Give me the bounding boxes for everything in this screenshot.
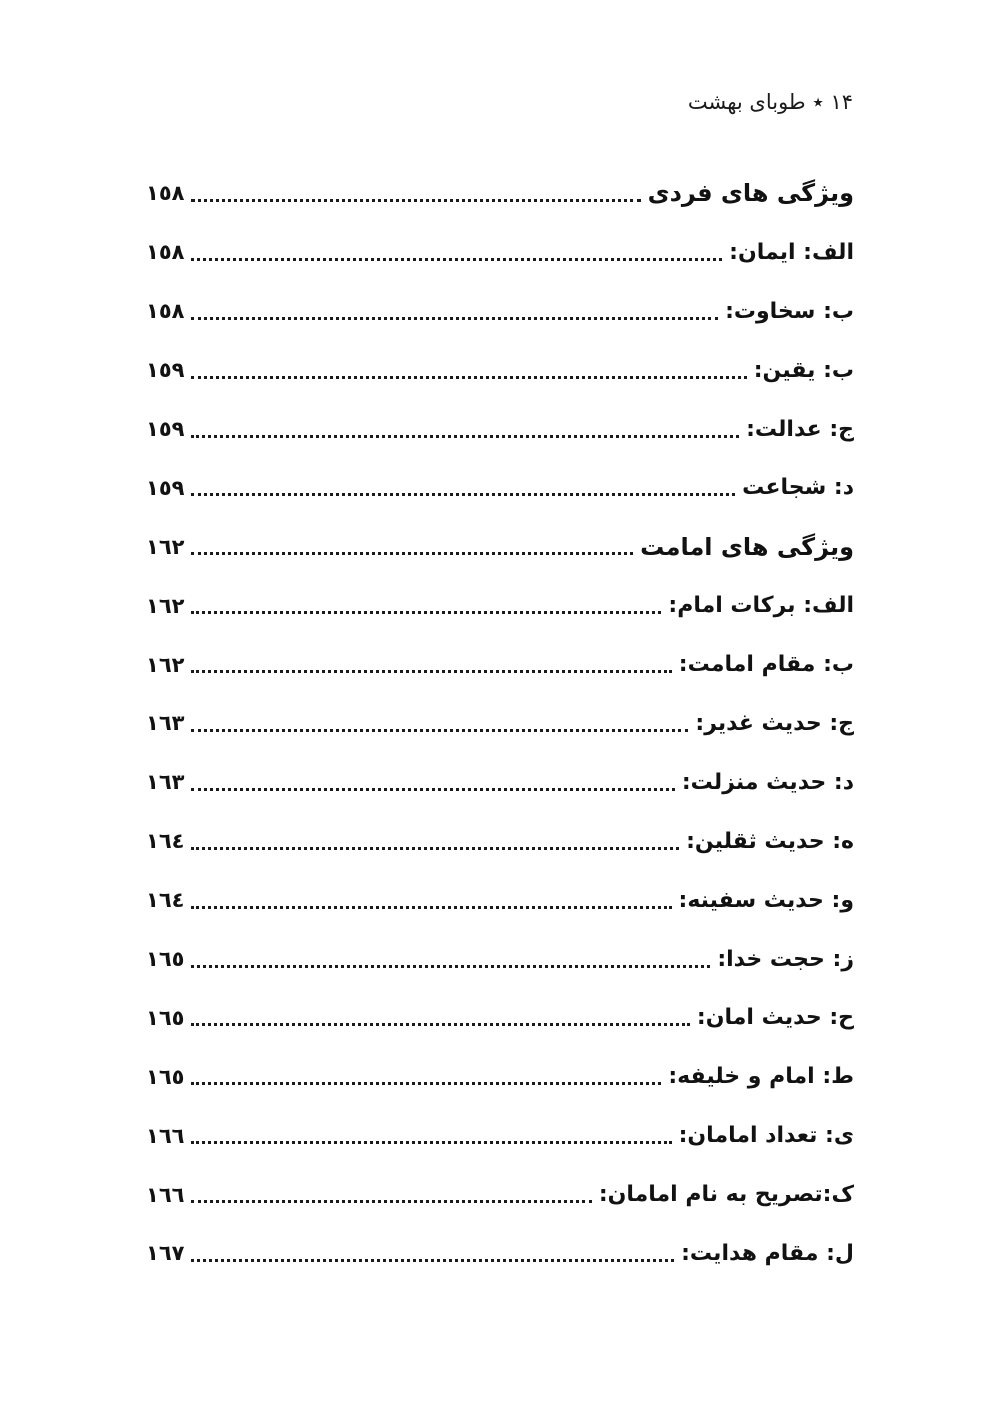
toc-entry-page: ١٦٤: [146, 888, 185, 913]
dot-leader: [191, 1068, 661, 1085]
dot-leader: [191, 421, 739, 438]
toc-entry: [146, 988, 854, 1047]
dot-leader: [191, 597, 661, 614]
toc-entry: [146, 812, 854, 871]
toc-entry-page: ١٥٨: [146, 299, 185, 324]
toc-entry-page: ١٥٩: [146, 358, 185, 383]
toc-entry-title: د: حدیث منزلت:: [681, 769, 854, 795]
toc-entry: [146, 223, 854, 282]
toc-entry-page: ١٥٩: [146, 475, 185, 500]
toc-entry-title: ی: تعداد امامان:: [678, 1123, 854, 1149]
toc-entry-title: ب: مقام امامت:: [678, 652, 854, 678]
toc-entry-page: ١٦٥: [146, 947, 185, 972]
toc-entry-page: ١٦٦: [146, 1182, 185, 1207]
dot-leader: [191, 774, 674, 791]
toc-entry-title: ل: مقام هدایت:: [681, 1240, 854, 1266]
dot-leader: [191, 185, 640, 202]
toc-entry-page: ١٥٨: [146, 240, 185, 265]
toc-entry-page: ١٦٤: [146, 829, 185, 854]
toc-entry-title: ویژگی های امامت: [640, 532, 854, 561]
toc-entry: [146, 1224, 854, 1283]
toc-entry-title: ح: حدیث امان:: [696, 1005, 854, 1031]
toc-entry-title: ه: حدیث ثقلین:: [686, 828, 854, 854]
toc-entry-title: ک:تصریح به نام امامان:: [598, 1182, 854, 1208]
toc-entry-page: ١٥٨: [146, 181, 185, 206]
dot-leader: [191, 892, 671, 909]
toc-entry: [146, 458, 854, 517]
dot-leader: [191, 1245, 674, 1262]
toc-entry-title: ویژگی های فردی: [647, 179, 854, 208]
toc-entry: [146, 341, 854, 400]
toc-entry-page: ١٦٥: [146, 1005, 185, 1030]
toc-entry: [146, 576, 854, 635]
toc-entry: [146, 1165, 854, 1224]
toc-entry: [146, 871, 854, 930]
toc-entry-page: ١٦٣: [146, 770, 185, 795]
toc-entry-page: ١٦٢: [146, 652, 185, 677]
toc-entry: [146, 164, 854, 223]
toc-list: [146, 164, 854, 1283]
toc-entry-title: الف: برکات امام:: [668, 593, 854, 619]
dot-leader: [191, 1186, 591, 1203]
toc-entry-page: ١٦٣: [146, 711, 185, 736]
toc-entry-title: ج: حدیث غدیر:: [695, 710, 854, 736]
dot-leader: [191, 538, 633, 555]
dot-leader: [191, 1127, 671, 1144]
toc-entry: [146, 282, 854, 341]
toc-entry-title: د: شجاعت: [742, 475, 854, 501]
dot-leader: [191, 715, 688, 732]
dot-leader: [191, 833, 679, 850]
toc-entry-page: ١٥٩: [146, 417, 185, 441]
toc-entry-title: ط: امام و خلیفه:: [668, 1064, 854, 1090]
toc-entry-page: ١٦٢: [146, 534, 185, 559]
toc-entry-page: ١٦٥: [146, 1064, 185, 1089]
toc-entry-page: ١٦٢: [146, 593, 185, 618]
dot-leader: [191, 303, 718, 320]
toc-entry: [146, 930, 854, 989]
toc-entry: [146, 1106, 854, 1165]
toc-entry-title: ب: سخاوت:: [725, 298, 854, 324]
toc-entry: [146, 1047, 854, 1106]
toc-entry: [146, 635, 854, 694]
toc-entry: [146, 517, 854, 576]
toc-entry-title: الف: ایمان:: [729, 239, 854, 265]
toc-entry-page: ١٦٦: [146, 1123, 185, 1148]
toc-entry: [146, 753, 854, 812]
dot-leader: [191, 1009, 689, 1026]
toc-entry-title: ب: یقین:: [753, 357, 854, 383]
running-header: ۱۴ ٭ طوبای بهشت: [687, 90, 853, 114]
dot-leader: [191, 362, 746, 379]
toc-entry: [146, 694, 854, 753]
dot-leader: [191, 656, 671, 673]
dot-leader: [191, 244, 722, 261]
toc-entry: [146, 400, 854, 459]
toc-entry-title: و: حدیث سفینه:: [678, 887, 854, 913]
toc-entry-title: ج: عدالت:: [746, 416, 854, 442]
toc-entry-title: ز: حجت خدا:: [717, 946, 854, 972]
toc-entry-page: ١٦٧: [146, 1241, 185, 1266]
dot-leader: [191, 951, 710, 968]
dot-leader: [191, 479, 735, 496]
